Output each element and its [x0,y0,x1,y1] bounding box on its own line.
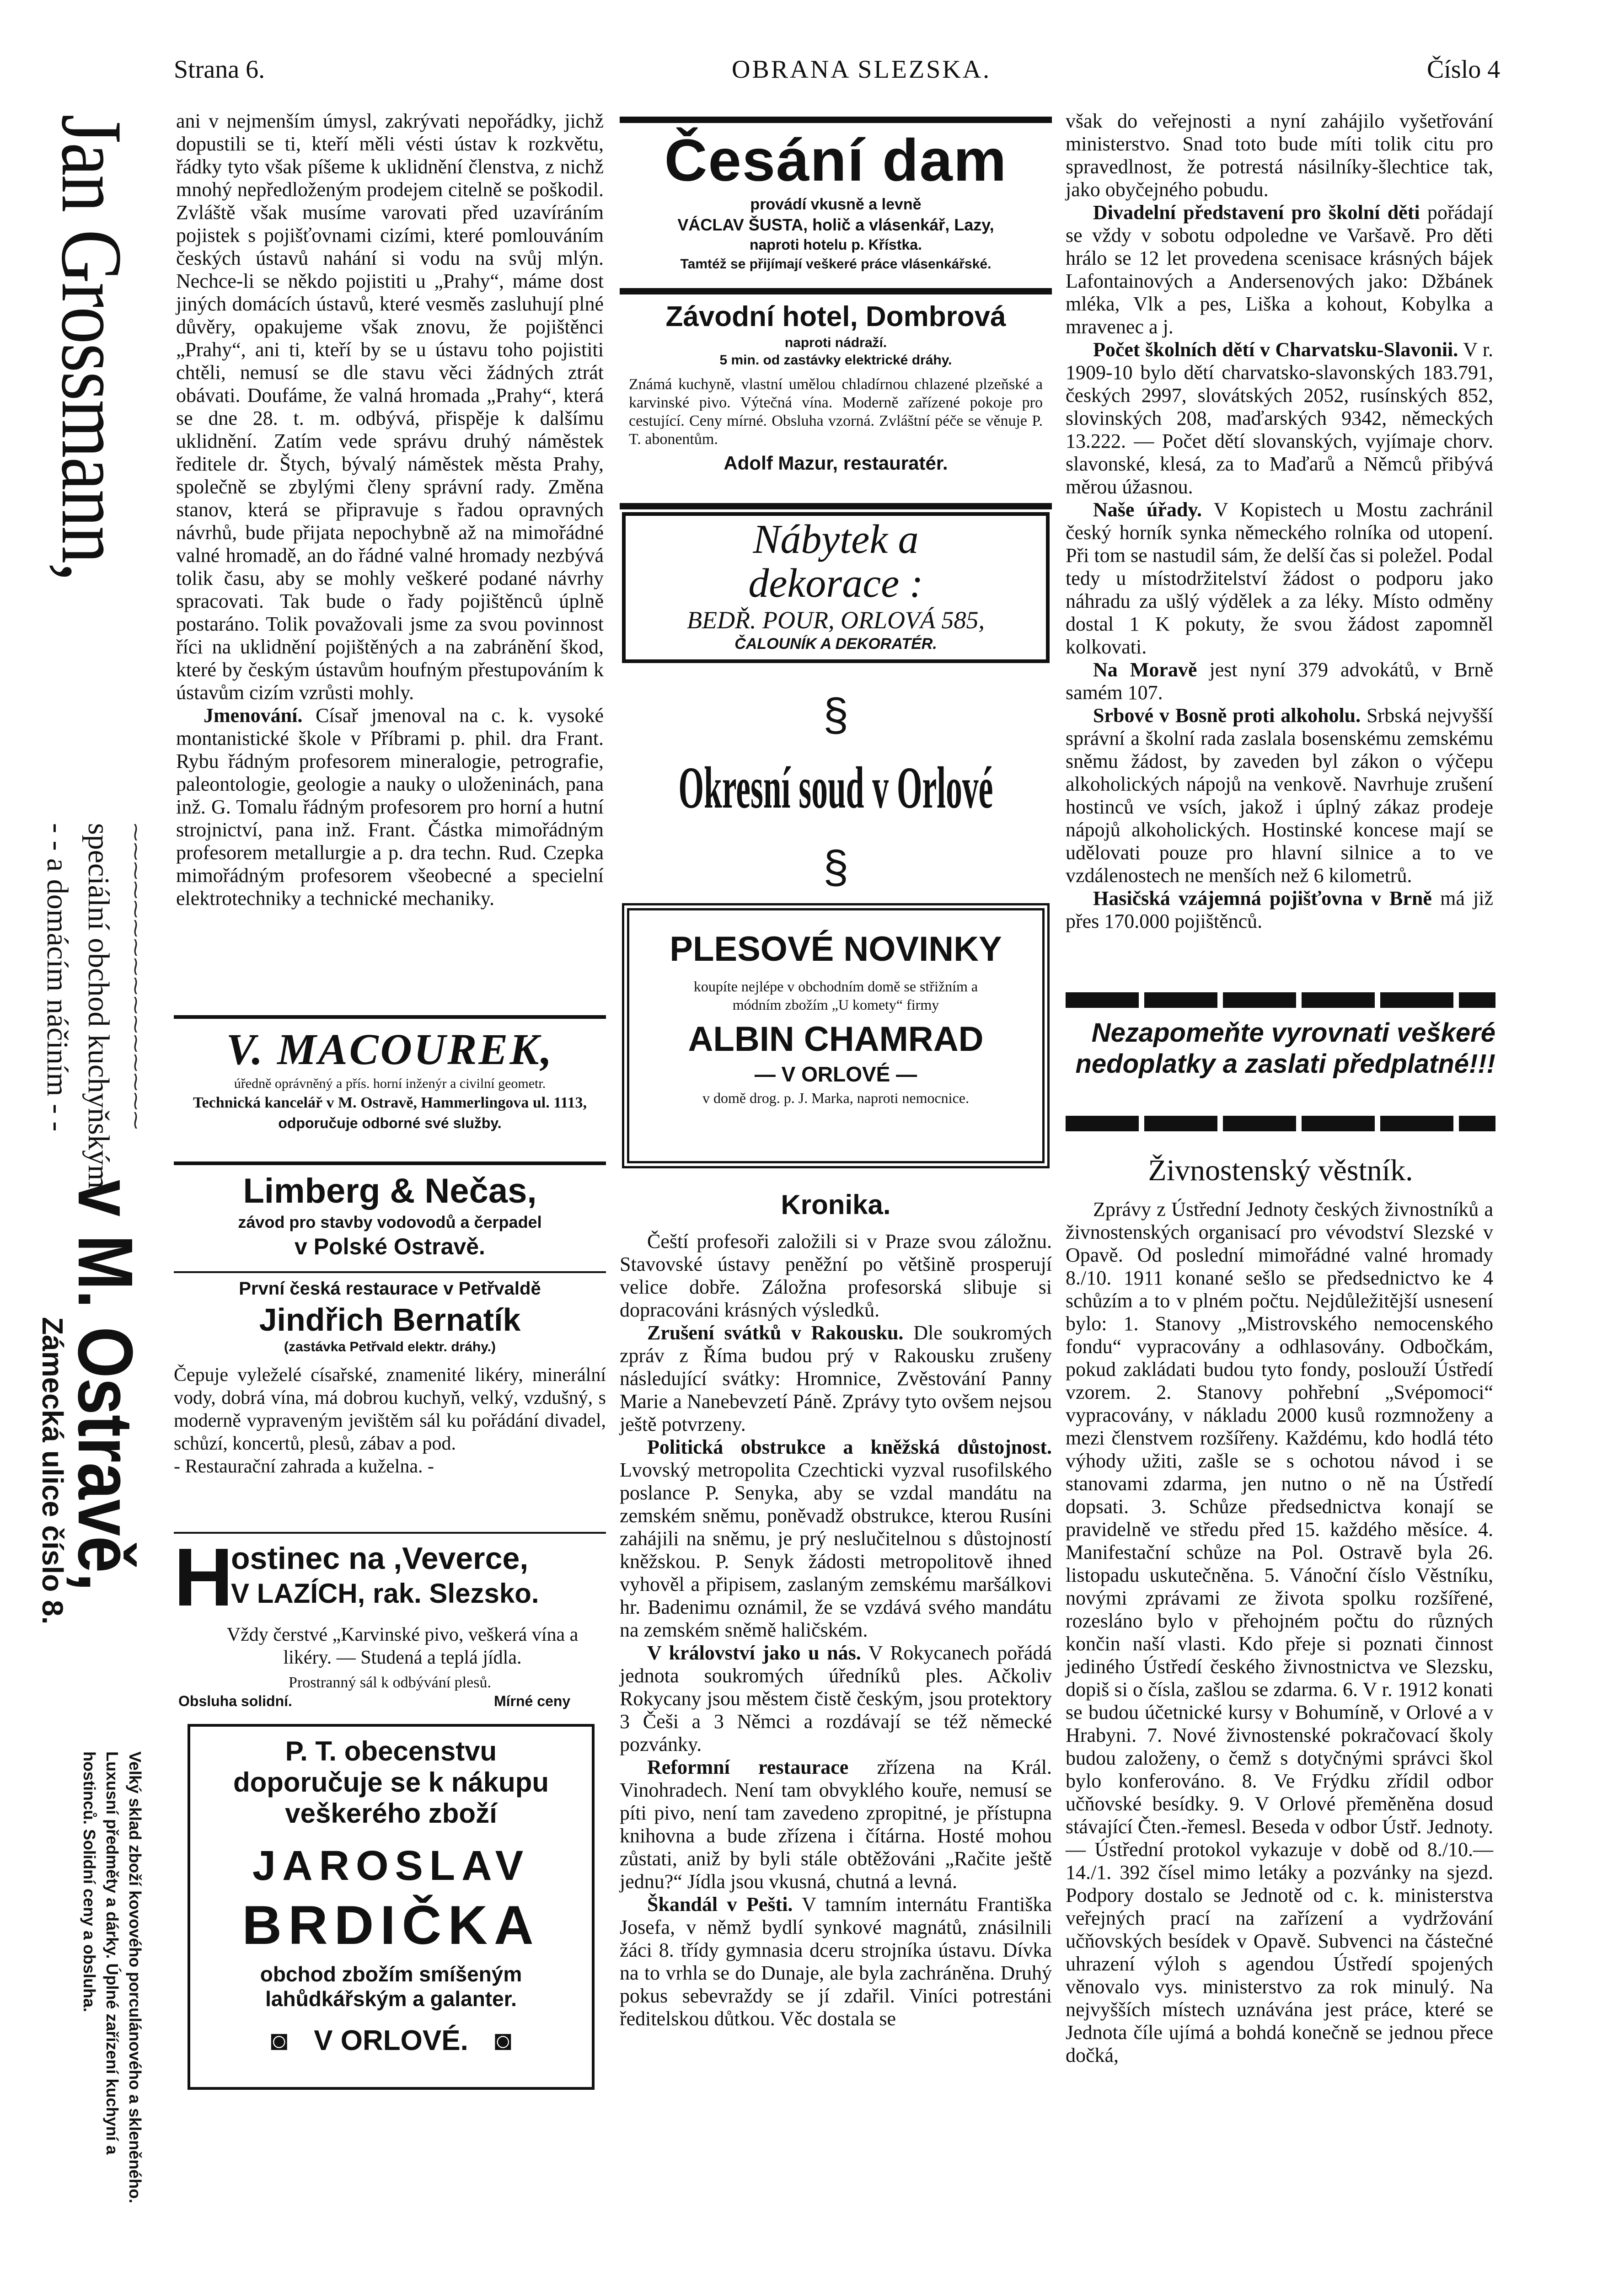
col3-item-6 [1066,887,1493,933]
col3-item-title: Divadelní představení pro školní děti [1093,201,1420,224]
divider [174,1015,606,1019]
ad-bernatik [174,1276,606,1523]
article-praha-continued: ani v nejmenším úmysl, zakrývati nepořádky, jichž dopustili se ti, kteří měli vésti ústav k rozkvětu, řádky tyto však píšeme k uklidnění členstva, z nichž mnohý nepředloženým prodejem citelně se poškodil. Zvláště však musíme varovati před uzavíráním pojistek s pojišťovnami cizími, které pomlouváním českých ústavů nahání si vodu na svůj mlýn. Nechce-li se někdo pojistiti u „Prahy“, máme dost jiných domácích ústavů, které vesměs zasluhují plné důvěry, opakujeme však znovu, že pojištěnci „Prahy“, ani ti, kteří by se u ústavu toho pojistiti chtěli, nemusí se dle stavu věci žádných ztrát obávati. Doufáme, že valná hromada „Prahy“, která se dne 28. t. m. odbývá, přispěje k dalšímu uklidnění. Zatím vede správu druhý náměstek ředitele dr. Štych, bývalý náměstek města Prahy, společně se zbylými členy správní rady. Změna stanov, která se připravuje s řadou opravných návrhů, bude přijata nepochybně až na mimořádné valné hromadě, an do řádné valné hromady nezbývá tolik času, aby se mohly veškeré podané návrhy spracovati. Tak bude o řady pojištěnců úplně postaráno. Tolik považovali jsme za svou povinnost říci na uklidnění pojištěných a na zabránění škod, které by českým ústavům houfným přestupováním k ústavům cizím vzrůsti mohly. [176,110,604,704]
col3-item-1 [1066,201,1493,338]
nabytek-line1: ČALOUNÍK A DEKORATÉR. [734,635,937,653]
cesani-title: Česání dam [664,127,1008,193]
article-jmenovani [176,704,604,910]
vestnik-body: Zprávy z Ústřední Jednoty českých živnostníků a živnostenských organisací pro vévodství Slezské v Opavě. Od poslední mimořádné valné hromady 8./10. 1911 konané sešlo se předsednictvo ke 4 schůzím a to v plném počtu. Nejdůležitější usnesení bylo: 1. Stanovy „Mistrovského nemocenského fondu“ vypracovány a odhlasovány. Odbočkám, pokud zakládati budou tyto fondy, poslouží Ústředí vzorem. 2. Stanovy pohřební „Svépomoci“ vypracovány, v nákladu 2000 kusů rozmnoženy a mezi členstvem rozšířeny. Každému, kdo hodlá této výhody užiti, zašle se s ochotou návod i se stanovami zdarma, jen nutno o ně na Ústředí dopsati. 3. Schůze předsednictva konají se pravidelně ve středu před 15. každého měsíce. 4. Manifestační schůze na Pol. Ostravě byla 26. listopadu uskutečněna. 5. Vánoční číslo Věstníku, novými zprávami ze života spolku rozšířené, rozesláno bylo v přehojném počtu do různých končin naší vlasti. Kdo přeje si poznati činnost jediného Ústředí českého živnostnictva ve Slezsku, dopiš si o čísla, zašlou se zdarma. 6. V r. 1912 konati se budou účetnické kursy v Bohumíně, v Orlové a v Hrabyni. 7. Nové živnostenské pokračovací školy budou založeny, o čemž s dotyčnými správci škol bylo konferováno. 8. Ve Frýdku zřídil odbor učňovské besídky. 9. V Orlové přeměněna dosud stávající Čten.-řemesl. Beseda v odbor Ústř. Jednoty. — Ústřední protokol vykazuje v době od 8./10.—14./1. 392 čísel mimo letáky a pozvánky na sjezd. Podpory dostalo se Jednotě od c. k. ministerstva veřejných prací na zařízení a vydržování učňovských besídek v Opavě. Subvenci na částečné uhrazení výloh s agendou Ústředí spojených věnovalo vys. ministerstvo za rok minulý. Na nejvyšších místech uznávána jest práce, které se Jednota číle ujímá a bohdá konečně se jednou přece dočká, [1066,1198,1493,2066]
kronika-item-title: V království jako u nás. [647,1642,861,1664]
brdicka-line2: obchod zbožím smíšeným lahůdkářským a galanter. [260,1962,522,2011]
plesove-line1: koupíte nejlépe v obchodním domě se střižním a módním zbožím „U komety“ firmy [693,978,978,1013]
hotel-body: Známá kuchyně, vlastní umělou chladírnou chlazené plzeňské a karvinské pivo. Výtečná vína. Moderně zařízené pokoje pro cestující. Ceny mírné. Obsluha vzorná. Zvláštní péče se věnuje P. T. abonentům. [629,376,1043,448]
divider [620,288,1052,294]
issue-number: Číslo 4 [1427,55,1501,84]
kronika-item-body: V Rokycanech pořádá jednota soukromých úředníků ples. Ačkoliv Rokycany jsou městem čistě českým, jsou protektory 3 Češi a 3 Němci a rozdávají se též německé pozvánky. [620,1642,1052,1755]
brdicka-name2: BRDIČKA [242,1895,540,1956]
bernatik-line0: První česká restaurace v Petřvaldě [239,1279,541,1299]
kronika-item-body: zřízena na Král. Vinohradech. Není tam obvyklého kouře, nemusí se píti pivo, není tam zavedeno zpropitné, je přístupna knihovna a bude zřízena i čítárna. Hosté mohou zůstati, aniž by byli stále obtěžováni „Račite ještě jednu?“ Jídla jsou vkusná, chutná a levná. [620,1756,1052,1893]
kronika-item-body: Lvovský metropolita Czechticki vyzval rusofilského poslance P. Senyka, aby se vzdal mandátu na zemském sněmu, poněvadž obstrukce, kterou Rusíni zahájili na sněmu, je prý neslučitelnou s důstojností kněžskou. P. Senyk žádosti metropolitově ihned vyhověl a připisem, zaslaným zemskému maršálkovi hr. Badenimu oznámil, že se vzdává svého mandátu na zemském sněmě haličském. [620,1459,1052,1641]
square-icon: ◙ [494,2025,512,2056]
nabytek-name: BEDŘ. POUR, ORLOVÁ 585, [687,606,985,634]
cesani-line3: naproti hotelu p. Křístka. [750,236,922,253]
plesove-city: — V ORLOVÉ — [754,1062,917,1086]
ad-hotel [620,300,1052,501]
cesani-line4: Tamtéž se přijímají veškeré práce vlásenkářské. [680,257,992,272]
side-ad-small: Velký sklad zboží kovového porculánového a skleněného. Luxusní předměty a dárky. Úplné zařízení kuchyní a hostinců. Solidní ceny a obsluha. [80,1751,145,2204]
kronika-item-5 [620,1893,1052,2030]
kronika-item-title: Škandál v Pešti. [647,1893,793,1916]
hotel-name: Adolf Mazur, restauratér. [724,452,948,474]
veverce-body: Vždy čerstvé „Karvinské pivo, veškerá vína a likéry. — Studená a teplá jídla. [226,1624,579,1668]
column3-text [1066,110,1493,933]
kronika-item-0 [620,1230,1052,1322]
side-ad-line1: speciální obchod kuchyňským [82,823,115,1189]
macourek-name: V. MACOUREK, [226,1025,554,1074]
divider [620,117,1052,123]
subscription-notice: Nezapomeňte vyrovnati veškeré nedoplatky a zaslati předplatné!!! [1075,1018,1495,1079]
ornament-icon: § [823,689,849,741]
kronika-item-title: Reformní restaurace [647,1756,849,1778]
col3-item-body: má již přes 170.000 pojištěnců. [1066,887,1494,932]
divider [174,1161,606,1165]
col3-item-body: V r. 1909-10 bylo dětí charvatsko-slavonských 183.791, českých 2997, slovátských 2052, rusínských 852, slovinských 208, maďarských 9342, německých 13.222. — Počet dětí slovanských, vyjímaje chorv. slavonské, klesá, za to Maďarů a Němců přibývá měrou úžasnou. [1066,338,1493,498]
kronika-item-body: Čeští profesoři založili si v Praze svou záložnu. Stavovské ústavy peněžní po většině prosperují velice dobře. Záložna profesorská slibuje si dopracováni krásných výsledků. [620,1230,1052,1321]
veverce-name2: V LAZÍCH, rak. Slezsko. [231,1578,539,1609]
nabytek-title2: dekorace : [748,561,923,606]
ad-okresni-soud [620,672,1052,896]
square-icon: ◙ [270,2025,288,2056]
ad-plesove-novinky [622,903,1050,1168]
hotel-line2: 5 min. od zastávky elektrické dráhy. [719,353,952,368]
ad-macourek [174,1024,606,1161]
col3-item-body: V Kopistech u Mostu zachránil český horník synka německého rolníka od utopení. Při tom se nastudil sám, že delší čas si poležel. Podal tedy u místodržitelství žádost o podporu jako náhradu za ušlý výdělek a za léky. Místo odměny dostal 1 K pokuty, že svou žádost zapomněl kolkovati. [1066,498,1493,658]
kronika-item-1 [620,1322,1052,1436]
kronika-item-title: Zrušení svátků v Rakousku. [647,1322,904,1344]
limberg-line1: závod pro stavby vodovodů a čerpadel [238,1213,542,1231]
ad-limberg [174,1171,606,1262]
veverce-line2: Obsluha solidní. [178,1693,292,1709]
col3-item-body: pořádají se vždy v sobotu odpoledne ve Varšavě. Pro děti hrálo se 12 let provedena scenisace krásných bájek Lafontainových a Andersenových jako: Džbánek mléka, Vlk a pes, Liška a kohout, Kobylka a mravenec a j. [1066,201,1494,338]
macourek-line2: Technická kancelář v M. Ostravě, Hammerlingova ul. 1113, [193,1094,587,1111]
brdicka-city: V ORLOVÉ. [314,2025,468,2056]
kronika-text [620,1230,1052,2030]
kronika-title: Kronika. [781,1189,891,1220]
col3-item-body: však do veřejnosti a nyní zahájilo vyšetřování ministerstvo. Snad toto bude míti tolik citu pro spravedlnost, že potrestá násilníky-šlechtice tak, jako obyčejného pobudu. [1066,110,1493,201]
limberg-name: Limberg & Nečas, [243,1172,537,1210]
bernatik-line2: - Restaurační zahrada a kuželna. - [174,1456,434,1477]
brdicka-line1: P. T. obecenstvu doporučuje se k nákupu veškerého zboží [233,1736,549,1829]
col3-item-body: jest nyní 379 advokátů, v Brně samém 107. [1066,658,1494,704]
article-jmenovani-body: Císař jmenoval na c. k. vysoké montanistické škole v Příbrami p. phil. dra Frant. Rybu řádným profesorem mineralogie, petrografie, paleontologie, geologie a nauky o uloženinách, pana inž. G. Tomalu řádným profesorem pro horní a hutní strojnictví, pana inž. Frant. Částka mimořádným profesorem metallurgie a p. dra techn. Rud. Czepka mimořádným profesorem všeobecné a specielní elektrotechniky a technické mechaniky. [176,704,604,910]
kronika-item-body: V tamním internátu Františka Josefa, v němž bydlí synkové magnátů, znásilnili žáci 8. třídy gymnasia dceru strojníka ústavu. Dívka na to vrhla se do Dunaje, ale byla zachráněna. Druhý pokus sebevraždy se jí zdařil. Viníci potrestáni ředitelskou důtkou. Věc dostala se [620,1893,1052,2030]
col3-item-4 [1066,658,1493,704]
kronika-item-body: Dle soukromých zpráv z Říma budou prý v Rakousku zrušeny následující svátky: Hromnice, Zvěstování Panny Marie a Nanebevzetí Páně. Zprávy tyto ovšem nejsou ještě potvrzeny. [620,1322,1052,1435]
plesove-line2: v domě drog. p. J. Marka, naproti nemocnice. [702,1090,969,1106]
ad-nabytek [622,512,1050,663]
kronika-item-4 [620,1756,1052,1893]
plesove-name: ALBIN CHAMRAD [688,1020,984,1059]
vestnik-title: Živnostenský věstník. [1148,1154,1413,1187]
col3-item-title: Hasičská vzájemná pojišťovna v Brně [1093,887,1432,910]
bernatik-body: Čepuje vyleželé císařské, znamenité likéry, minerální vody, dobrá vína, má dobrou kuchyň, velký, vzdušný, s moderně vypraveným jevištěm sál ku pořádání divadel, schůzí, koncertů, plesů, zábav a pod. [174,1365,606,1454]
veverce-big-letter: H [174,1536,233,1623]
veverce-line3: Mírné ceny [494,1693,571,1709]
side-ad-city: v M. Ostravě, [62,1180,149,1591]
divider [1066,1116,1495,1131]
brdicka-name1: JAROSLAV [252,1842,530,1889]
kronika-item-2 [620,1436,1052,1642]
divider [174,1271,606,1273]
col3-item-title: Na Moravě [1093,658,1197,681]
hotel-title: Závodní hotel, Dombrová [665,301,1006,332]
divider [1066,992,1495,1008]
col3-item-2 [1066,338,1493,498]
side-ad-street: Zámecká ulice číslo 8. [36,1317,69,1625]
ad-brdicka [188,1724,595,2090]
col3-item-0 [1066,110,1493,201]
newspaper-title: OBRANA SLEZSKA. [732,55,992,84]
cesani-line2: VÁCLAV ŠUSTA, holič a vlásenkář, Lazy, [677,215,994,234]
side-ad-line2: - - a domácím náčiním - - [41,823,74,1132]
nabytek-title1: Nábytek a [753,517,919,562]
divider [174,1532,606,1534]
plesove-title: PLESOVÉ NOVINKY [670,930,1002,969]
col3-item-3 [1066,498,1493,658]
macourek-line3: odporučuje odborné své služby. [278,1115,502,1131]
soud-title: Okresní soud v Orlové [678,755,993,821]
veverce-line1: Prostranný sál k odbývání plesů. [289,1674,491,1691]
ornament-icon: § [823,841,849,893]
page-number: Strana 6. [174,55,265,84]
col3-item-title: Počet školních dětí v Charvatsku-Slavonii. [1093,338,1458,361]
ad-cesani-dam [620,126,1052,284]
article-jmenovani-title: Jmenování. [204,704,303,727]
divider [620,503,1052,509]
col3-item-title: Naše úřady. [1093,498,1202,521]
ad-veverce [174,1536,606,1710]
col3-item-5 [1066,704,1493,887]
brdicka-city-row [209,2020,573,2061]
column1-text [176,110,604,910]
side-ad-ornament: ⁓⁓⁓⁓⁓⁓⁓⁓⁓⁓⁓⁓⁓⁓⁓⁓ [126,823,146,1130]
kronika-item-title: Politická obstrukce a kněžská důstojnost. [647,1436,1052,1458]
macourek-line1: úředně oprávněný a přís. horní inženýr a civilní geometr. [234,1076,546,1091]
side-ad-name: Jan Grossmann, [43,114,139,581]
bernatik-name: Jindřich Bernatík [259,1302,521,1338]
kronika-item-3 [620,1642,1052,1756]
limberg-line2: v Polské Ostravě. [295,1234,485,1259]
bernatik-line1: (zastávka Petřvald elektr. dráhy.) [284,1339,496,1354]
hotel-line1: naproti nádraží. [784,335,887,350]
col3-item-title: Srbové v Bosně proti alkoholu. [1093,704,1361,727]
soud-title-row [620,672,1052,896]
vestnik-text [1066,1198,1493,2067]
veverce-name: ostinec na ,Veverce, [231,1541,529,1576]
col3-item-body: Srbská nejvyšší správní a školní rada zaslala bosenskému zemskému sněmu žádost, by zaveden byl zákon o výčepu alkoholických nápojů na venkově. Navrhuje zrušení hostinců ve vsích, jakož i úplný zákaz prodeje nápojů alkoholických. Hostinské koncese mají se udělovati pouze pro hlavní silnice a to ve vzdálenostech ne menších než 6 kilometrů. [1066,704,1494,887]
cesani-line1: provádí vkusně a levně [750,196,922,213]
